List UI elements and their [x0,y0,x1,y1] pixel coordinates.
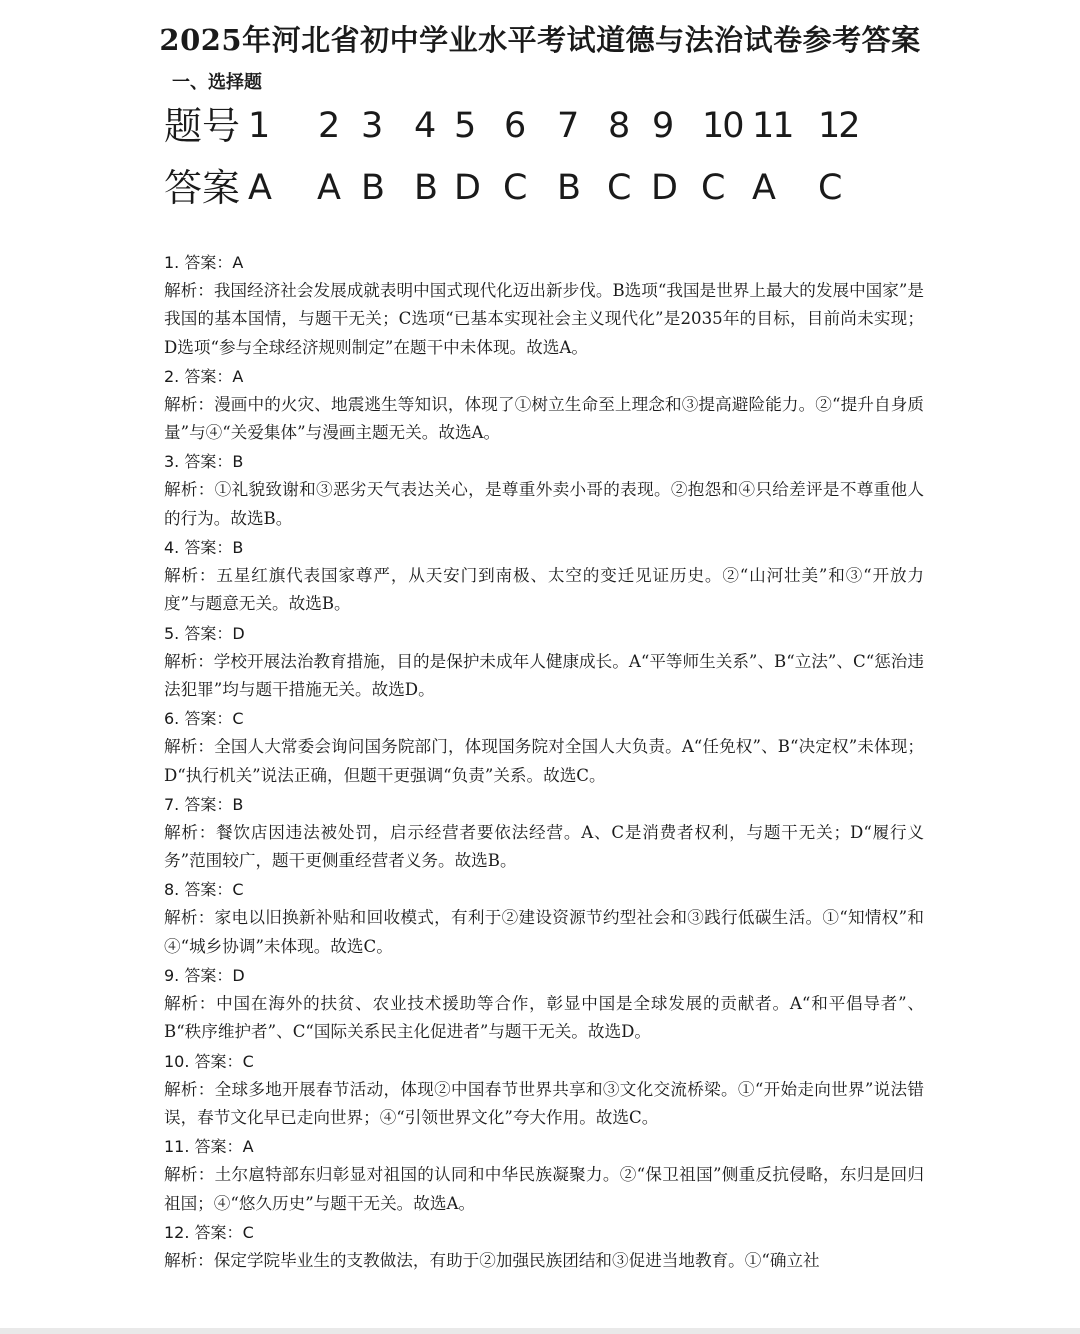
explanation-item [164,961,924,1047]
page-title: 2025年河北省初中学业水平考试道德与法治试卷参考答案 [159,23,921,57]
answer-prefix: 答案： [184,538,233,558]
item-number: 11. [164,1137,190,1157]
answer-prefix: 答案： [184,709,233,729]
answer-cell: C [818,168,843,208]
answer-row [164,158,1064,218]
item-analysis: 解析：①礼貌致谢和③恶劣天气表达关心，是尊重外卖小哥的表现。②抱怨和④只给差评是不尊重他人的行为。故选B。 [164,480,924,528]
item-analysis: 解析：保定学院毕业生的支教做法，有助于②加强民族团结和③促进当地教育。①“确立社 [164,1250,820,1270]
item-answer: A [232,366,244,386]
item-analysis: 解析：全国人大常委会询问国务院部门，体现国务院对全国人大负责。A“任免权”、B“决定权”未体现；D“执行机关”说法正确，但题干更强调“负责”关系。故选C。 [164,737,924,785]
item-number: 6. [164,709,180,729]
answer-prefix: 答案： [184,623,233,643]
item-number: 3. [164,452,180,472]
question-number-cell: 9 [652,106,675,146]
item-analysis: 解析：餐饮店因违法被处罚，启示经营者要依法经营。A、C是消费者权利，与题干无关；D“履行义务”范围较广，题干更侧重经营者义务。故选B。 [164,822,924,871]
answer-prefix: 答案： [184,253,233,272]
item-number: 4. [164,538,180,558]
question-number-cell: 1 [248,106,271,146]
answer-cell: D [454,168,481,208]
answer-prefix: 答案： [184,452,233,472]
answer-prefix: 答案： [184,366,233,386]
section-heading: 一、选择题 [172,72,262,93]
item-answer: C [242,1051,254,1071]
question-number-cell: 10 [702,106,743,146]
item-number: 10. [164,1051,190,1071]
answer-cell: C [607,168,632,208]
item-analysis: 解析：我国经济社会发展成就表明中国式现代化迈出新步伐。B选项“我国是世界上最大的发展中国家”是我国的基本国情，与题干无关；C选项“已基本实现社会主义现代化”是2035年的目标，目前尚未实现；D选项“参与全球经济规则制定”在题干中未体现。故选A。 [164,281,924,357]
question-number-label: 题号 [164,104,241,148]
explanation-item [164,1047,924,1133]
answer-cell: B [414,168,439,208]
explanation-item [164,533,924,619]
item-answer-line [164,447,924,476]
answer-prefix: 答案： [184,966,233,986]
item-answer: C [242,1222,254,1242]
item-analysis: 解析：五星红旗代表国家尊严，从天安门到南极、太空的变迁见证历史。②“山河壮美”和③“开放力度”与题意无关。故选B。 [164,566,924,614]
explanation-item [164,875,924,961]
item-answer: A [242,1137,254,1157]
item-analysis: 解析：全球多地开展春节活动，体现②中国春节世界共享和③文化交流桥梁。①“开始走向世界”说法错误，春节文化早已走向世界；④“引领世界文化”夸大作用。故选C。 [164,1079,924,1127]
explanation-item [164,1132,924,1218]
item-answer: D [232,623,245,643]
question-number-cell: 2 [318,106,341,146]
answer-explanations [164,248,924,1275]
question-number-cell: 12 [818,106,859,146]
item-answer: B [232,452,244,472]
item-analysis: 解析：中国在海外的扶贫、农业技术援助等合作，彰显中国是全球发展的贡献者。A“和平倡导者”、B“秩序维护者”、C“国际关系民主化促进者”与题干无关。故选D。 [164,994,924,1042]
item-answer-line [164,619,924,648]
item-answer-line [164,362,924,391]
item-analysis: 解析：家电以旧换新补贴和回收模式，有利于②建设资源节约型社会和③践行低碳生活。①“知情权”和④“城乡协调”未体现。故选C。 [164,908,924,956]
answer-cell: B [557,168,582,208]
explanation-item [164,1218,924,1275]
item-number: 2. [164,366,180,386]
answer-prefix: 答案： [184,794,233,814]
item-answer-line [164,1218,924,1247]
page-bottom-edge [0,1328,1080,1334]
item-analysis: 解析：学校开展法治教育措施，目的是保护未成年人健康成长。A“平等师生关系”、B“立法”、C“惩治违法犯罪”均与题干措施无关。故选D。 [164,651,924,699]
explanation-item [164,447,924,533]
answer-cell: D [651,168,678,208]
item-answer: B [232,794,244,814]
question-number-cell: 7 [557,106,580,146]
answer-prefix: 答案： [184,880,233,900]
item-answer-line [164,248,924,277]
answer-cell: A [317,168,341,208]
item-number: 1. [164,253,180,272]
item-answer-line [164,704,924,733]
explanation-item [164,362,924,448]
answer-cell: B [361,168,386,208]
question-number-cell: 6 [504,106,527,146]
item-answer-line [164,1047,924,1076]
question-number-cell: 4 [414,106,437,146]
item-number: 8. [164,880,180,900]
item-analysis: 解析：漫画中的火灾、地震逃生等知识，体现了①树立生命至上理念和③提高避险能力。②“提升自身质量”与④“关爱集体”与漫画主题无关。故选A。 [164,394,924,443]
explanation-item [164,248,924,362]
answer-cell: C [701,168,726,208]
item-answer-line [164,790,924,819]
explanation-item [164,619,924,705]
answer-label: 答案 [164,166,241,210]
question-number-cell: 3 [361,106,384,146]
item-answer: D [232,966,245,986]
answer-prefix: 答案： [194,1051,243,1071]
question-number-cell: 11 [752,106,793,146]
explanation-item [164,704,924,790]
item-answer: B [232,538,244,558]
item-answer: A [232,253,244,272]
item-answer: C [232,709,244,729]
item-analysis: 解析：土尔扈特部东归彰显对祖国的认同和中华民族凝聚力。②“保卫祖国”侧重反抗侵略，东归是回归祖国；④“悠久历史”与题干无关。故选A。 [164,1165,924,1213]
item-answer-line [164,961,924,990]
item-answer-line [164,1132,924,1161]
question-number-cell: 5 [454,106,477,146]
question-number-cell: 8 [608,106,631,146]
explanation-item [164,790,924,876]
item-number: 5. [164,623,180,643]
answer-prefix: 答案： [194,1222,243,1242]
answer-prefix: 答案： [194,1137,243,1157]
question-number-row [164,96,1064,156]
item-answer: C [232,880,244,900]
item-number: 12. [164,1222,190,1242]
answer-cell: A [248,168,272,208]
answer-cell: A [752,168,776,208]
answer-cell: C [503,168,528,208]
item-number: 7. [164,794,180,814]
item-number: 9. [164,966,180,986]
item-answer-line [164,875,924,904]
item-answer-line [164,533,924,562]
